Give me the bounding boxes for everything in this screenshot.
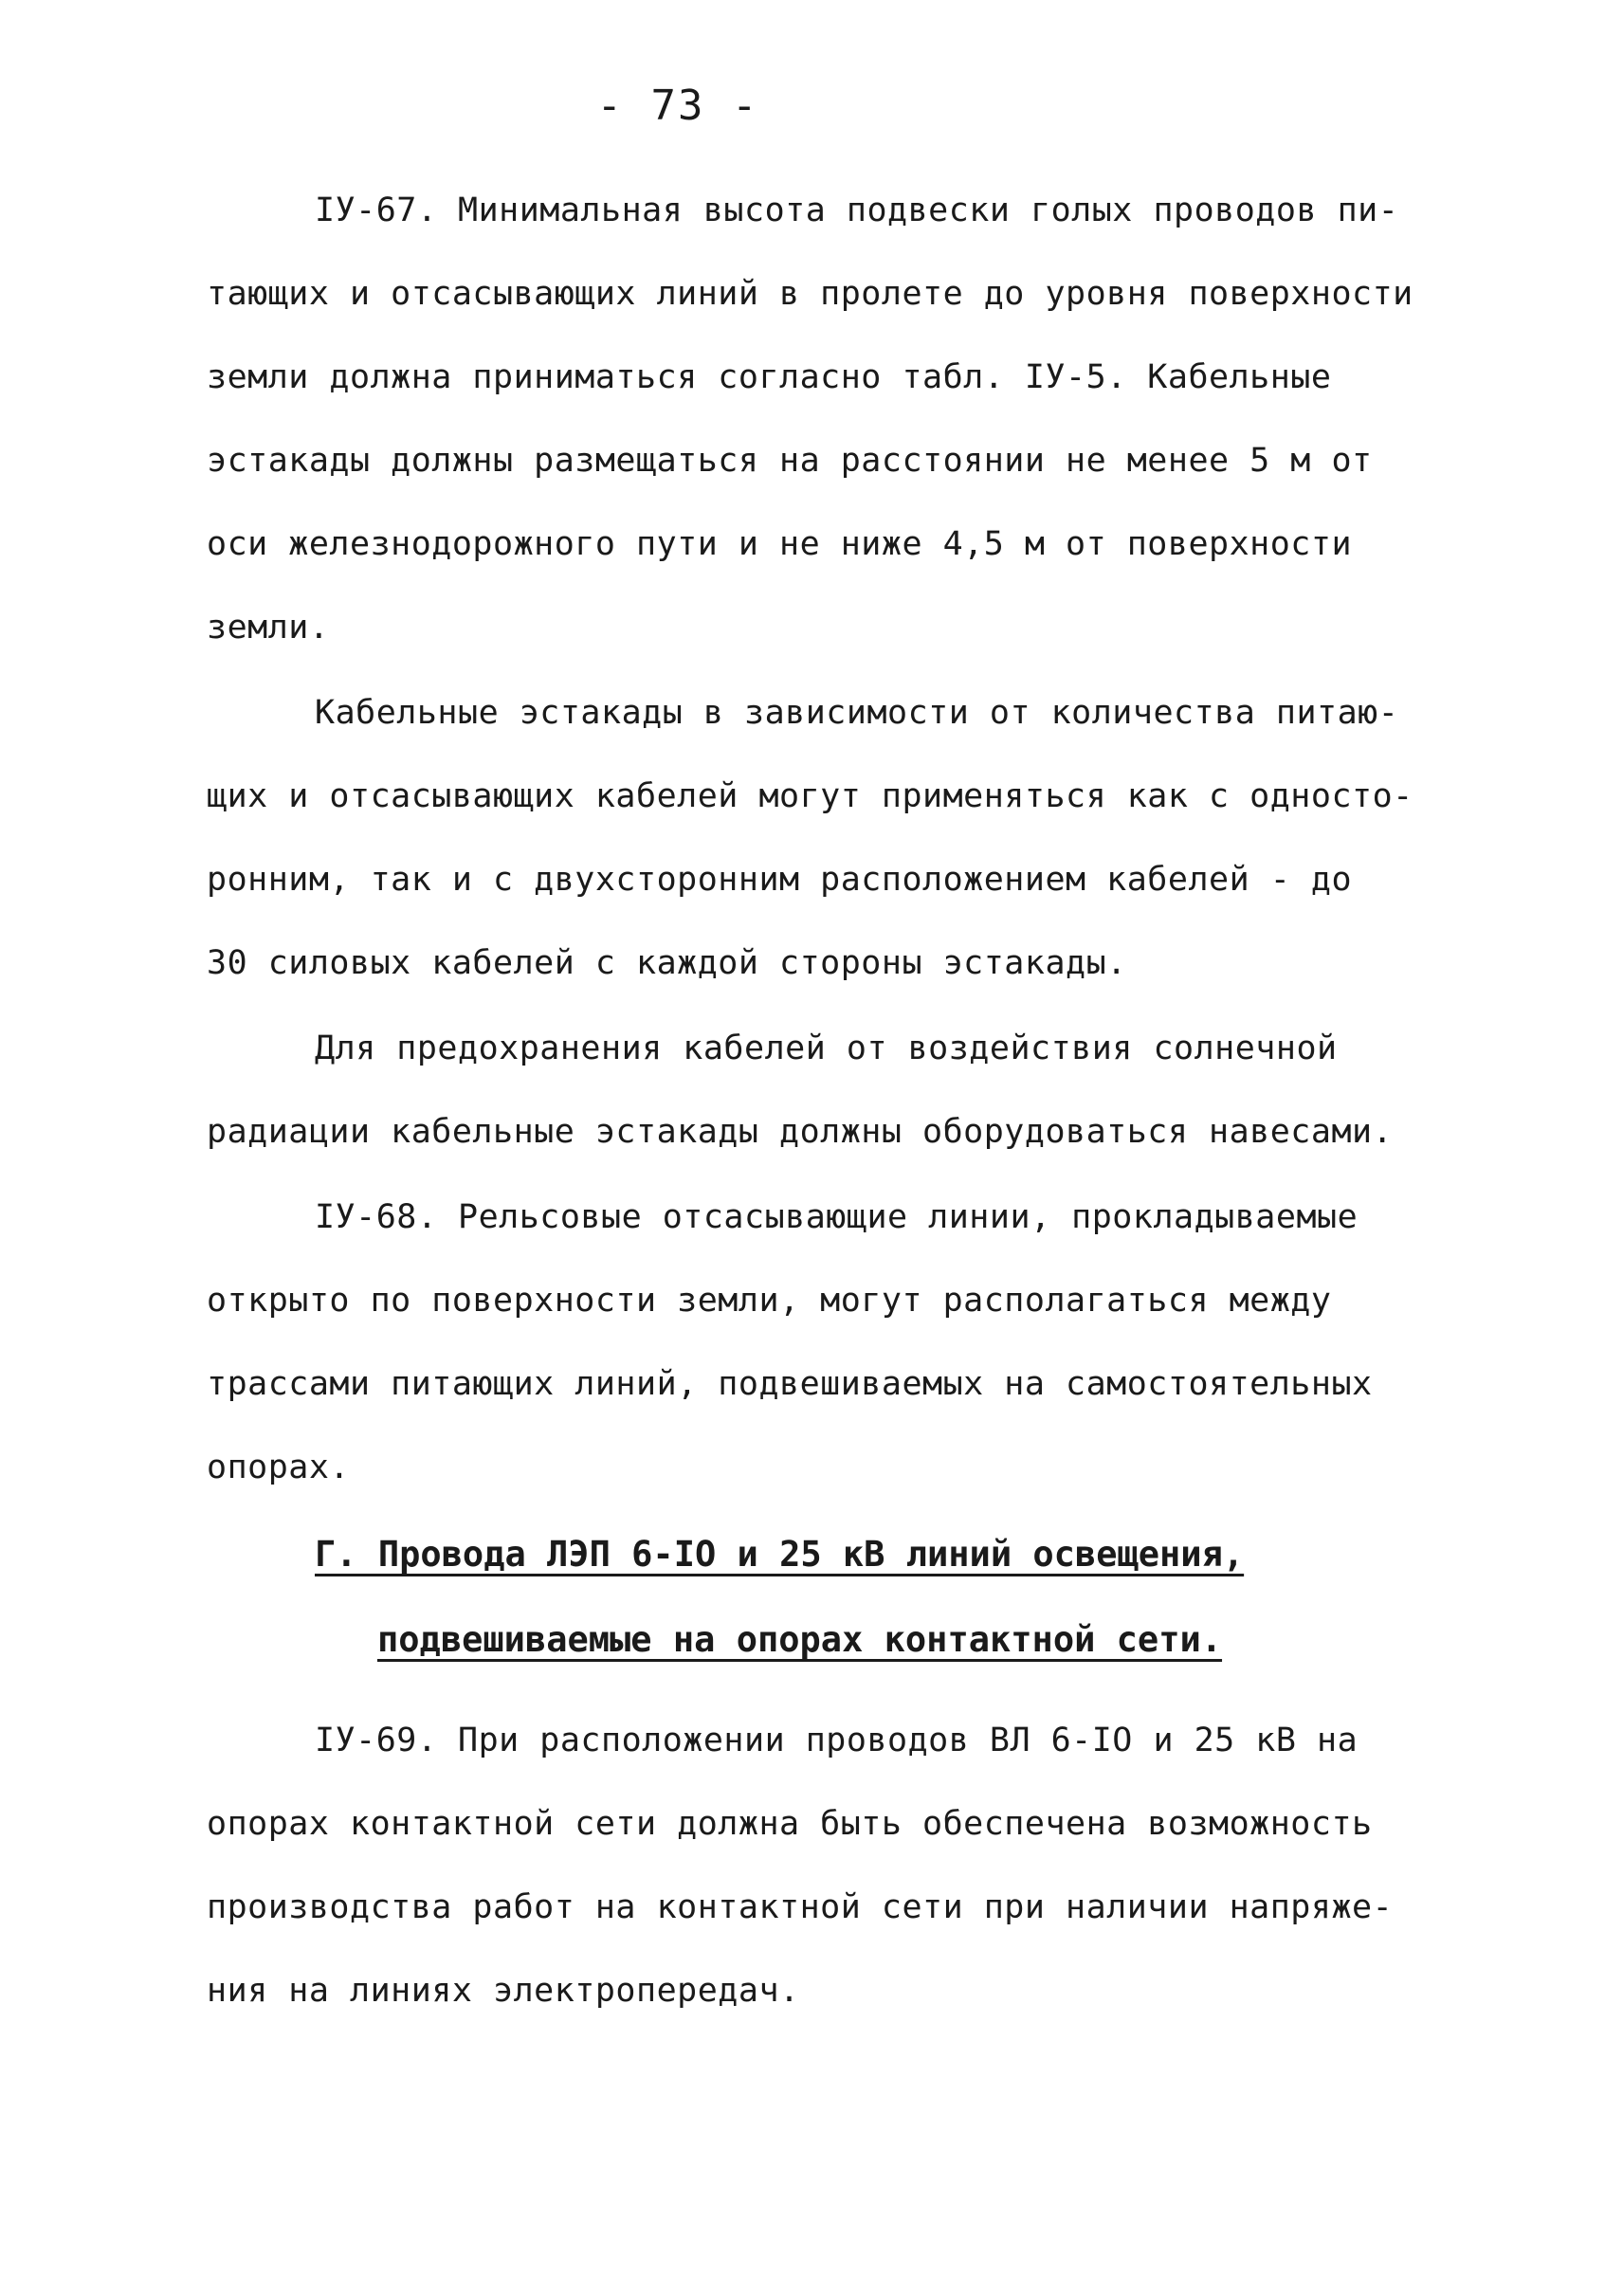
text-line: ронним, так и с двухсторонним расположением кабелей - до bbox=[207, 861, 1353, 899]
text-line: опорах. bbox=[207, 1449, 351, 1486]
section-heading-line-1: Г. Провода ЛЭП 6-IO и 25 кВ линий освещения, bbox=[315, 1534, 1245, 1575]
text-line: IУ-67. Минимальная высота подвески голых проводов пи- bbox=[315, 191, 1399, 229]
text-line: оси железнодорожного пути и не ниже 4,5 м от поверхности bbox=[207, 525, 1353, 563]
text-line: ния на линиях электропередач. bbox=[207, 1972, 800, 2010]
text-line: IУ-68. Рельсовые отсасывающие линии, прокладываемые bbox=[315, 1198, 1359, 1236]
text-line: эстакады должны размещаться на расстоянии не менее 5 м от bbox=[207, 442, 1373, 480]
text-line: трассами питающих линий, подвешиваемых на самостоятельных bbox=[207, 1365, 1373, 1403]
text-line: тающих и отсасывающих линий в пролете до уровня поверхности bbox=[207, 275, 1413, 313]
text-line: Для предохранения кабелей от воздействия солнечной bbox=[315, 1030, 1338, 1067]
page-number: - 73 - bbox=[596, 82, 759, 130]
text-line: земли. bbox=[207, 609, 330, 647]
text-line: радиации кабельные эстакады должны оборудоваться навесами. bbox=[207, 1113, 1394, 1151]
text-line: Кабельные эстакады в зависимости от количества питаю- bbox=[315, 694, 1399, 732]
section-heading-line-2: подвешиваемые на опорах контактной сети. bbox=[377, 1619, 1223, 1660]
text-line: производства работ на контактной сети при наличии напряже- bbox=[207, 1888, 1394, 1926]
text-line: щих и отсасывающих кабелей могут применяться как с односто- bbox=[207, 777, 1413, 815]
text-line: опорах контактной сети должна быть обеспечена возможность bbox=[207, 1805, 1373, 1843]
text-line: 30 силовых кабелей с каждой стороны эстакады. bbox=[207, 944, 1127, 982]
text-line: земли должна приниматься согласно табл. IУ-5. Кабельные bbox=[207, 358, 1332, 396]
text-line: открыто по поверхности земли, могут располагаться между bbox=[207, 1282, 1332, 1320]
text-line: IУ-69. При расположении проводов ВЛ 6-IO и 25 кВ на bbox=[315, 1722, 1359, 1759]
